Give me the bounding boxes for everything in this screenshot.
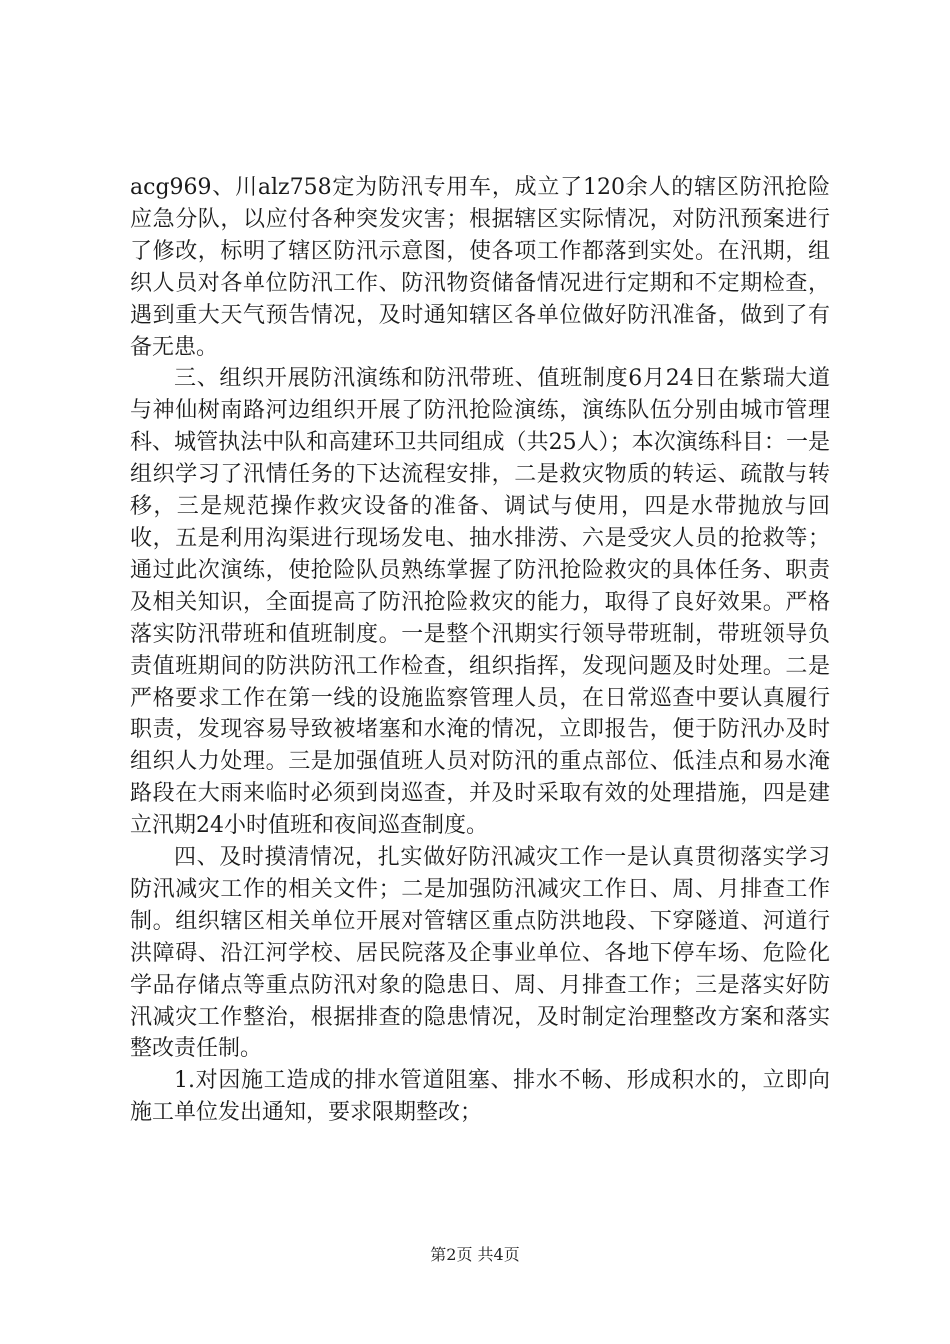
paragraph-1: acg969、川alz758定为防汛专用车，成立了120余人的辖区防汛抢险应急分队，以应付各种突发灾害；根据辖区实际情况，对防汛预案进行了修改，标明了辖区防汛示意图，使各项工作都落到实处。在汛期，组织人员对各单位防汛工作、防汛物资储备情况进行定期和不定期检查，遇到重大天气预告情况，及时通知辖区各单位做好防汛准备，做到了有备无患。 — [130, 175, 830, 360]
paragraph-3: 四、及时摸清情况，扎实做好防汛减灾工作一是认真贯彻落实学习防汛减灾工作的相关文件；二是加强防汛减灾工作日、周、月排查工作制。组织辖区相关单位开展对管辖区重点防洪地段、下穿隧道、河道行洪障碍、沿江河学校、居民院落及企事业单位、各地下停车场、危险化学品存储点等重点防汛对象的隐患日、周、月排查工作；三是落实好防汛减灾工作整治，根据排查的隐患情况，及时制定治理整改方案和落实整改责任制。 — [130, 845, 830, 1062]
paragraph-4: 1.对因施工造成的排水管道阻塞、排水不畅、形成积水的，立即向施工单位发出通知，要求限期整改； — [130, 1068, 830, 1126]
paragraph-2: 三、组织开展防汛演练和防汛带班、值班制度6月24日在紫瑞大道与神仙树南路河边组织开展了防汛抢险演练，演练队伍分别由城市管理科、城管执法中队和高建环卫共同组成（共25人）；本次演练科目：一是组织学习了汛情任务的下达流程安排，二是救灾物质的转运、疏散与转移，三是规范操作救灾设备的准备、调试与使用，四是水带抛放与回收，五是利用沟渠进行现场发电、抽水排涝、六是受灾人员的抢救等；通过此次演练，使抢险队员熟练掌握了防汛抢险救灾的具体任务、职责及相关知识，全面提高了防汛抢险救灾的能力，取得了良好效果。严格落实防汛带班和值班制度。一是整个汛期实行领导带班制，带班领导负责值班期间的防洪防汛工作检查，组织指挥，发现问题及时处理。二是严格要求工作在第一线的设施监察管理人员，在日常巡查中要认真履行职责，发现容易导致被堵塞和水淹的情况，立即报告，便于防汛办及时组织人力处理。三是加强值班人员对防汛的重点部位、低洼点和易水淹路段在大雨来临时必须到岗巡查，并及时采取有效的处理措施，四是建立汛期24小时值班和夜间巡查制度。 — [130, 366, 830, 839]
document-body — [130, 172, 830, 1129]
page-number-footer: 第2页 共4页 — [430, 1245, 520, 1264]
